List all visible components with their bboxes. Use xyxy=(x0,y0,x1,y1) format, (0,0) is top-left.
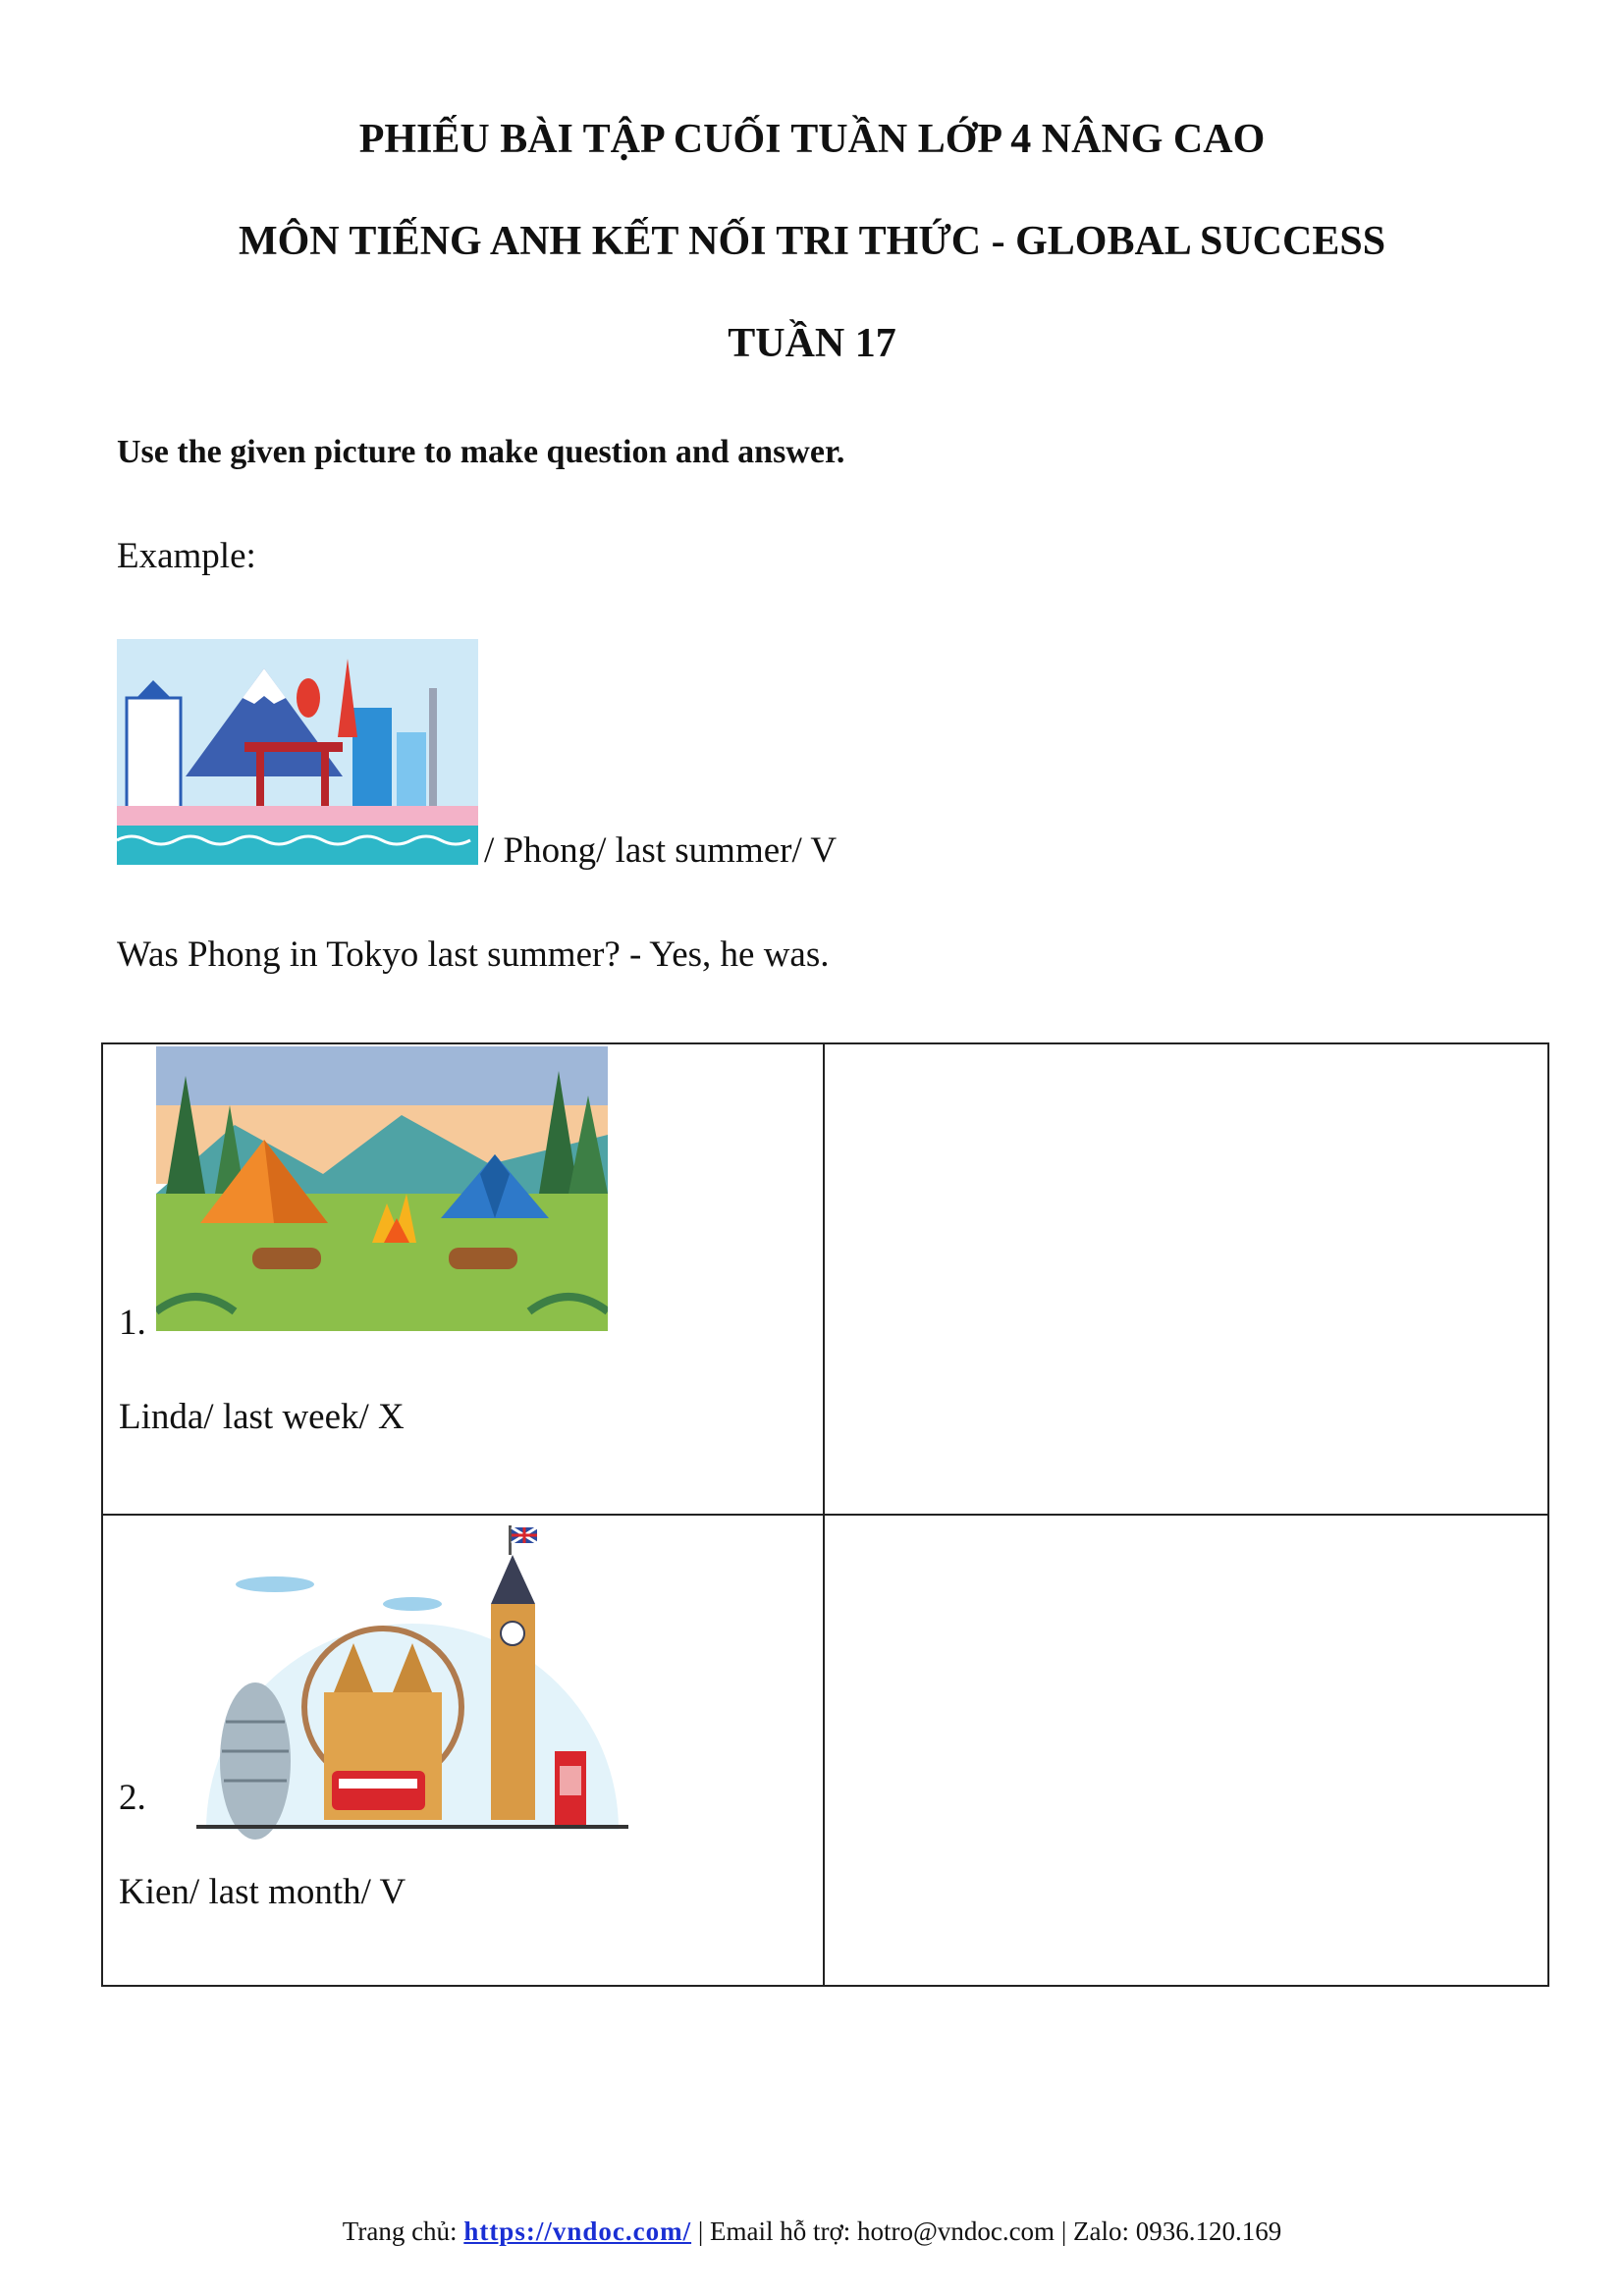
footer-home-label: Trang chủ: xyxy=(342,2216,458,2246)
exercise-cue: Kien/ last month/ V xyxy=(119,1872,406,1912)
campsite-image xyxy=(156,1046,608,1331)
example-cue: / Phong/ last summer/ V xyxy=(484,830,838,871)
tokyo-image xyxy=(117,639,478,865)
instruction: Use the given picture to make question and answer. xyxy=(117,434,845,470)
exercise-table xyxy=(101,1042,1549,1987)
footer-contact: | Email hỗ trợ: hotro@vndoc.com | Zalo: 0936.120.169 xyxy=(697,2216,1282,2246)
exercise-2-answer-cell[interactable] xyxy=(824,1515,1548,1986)
example-answer: Was Phong in Tokyo last summer? - Yes, he was. xyxy=(117,934,830,975)
example-label: Example: xyxy=(117,536,256,576)
exercise-number: 1. xyxy=(119,1303,146,1343)
exercise-1-cell xyxy=(102,1043,824,1515)
footer xyxy=(0,2216,1624,2247)
exercise-cue: Linda/ last week/ X xyxy=(119,1397,405,1437)
worksheet-title: PHIẾU BÀI TẬP CUỐI TUẦN LỚP 4 NÂNG CAO xyxy=(358,117,1266,162)
london-image xyxy=(177,1525,648,1849)
exercise-1-answer-cell[interactable] xyxy=(824,1043,1548,1515)
exercise-2-cell xyxy=(102,1515,824,1986)
subject-title: MÔN TIẾNG ANH KẾT NỐI TRI THỨC - GLOBAL SUCCESS xyxy=(238,219,1386,264)
week-title: TUẦN 17 xyxy=(728,321,896,366)
exercise-number: 2. xyxy=(119,1778,146,1818)
table-row xyxy=(102,1043,1548,1515)
footer-home-link[interactable]: https://vndoc.com/ xyxy=(463,2216,692,2246)
table-row xyxy=(102,1515,1548,1986)
